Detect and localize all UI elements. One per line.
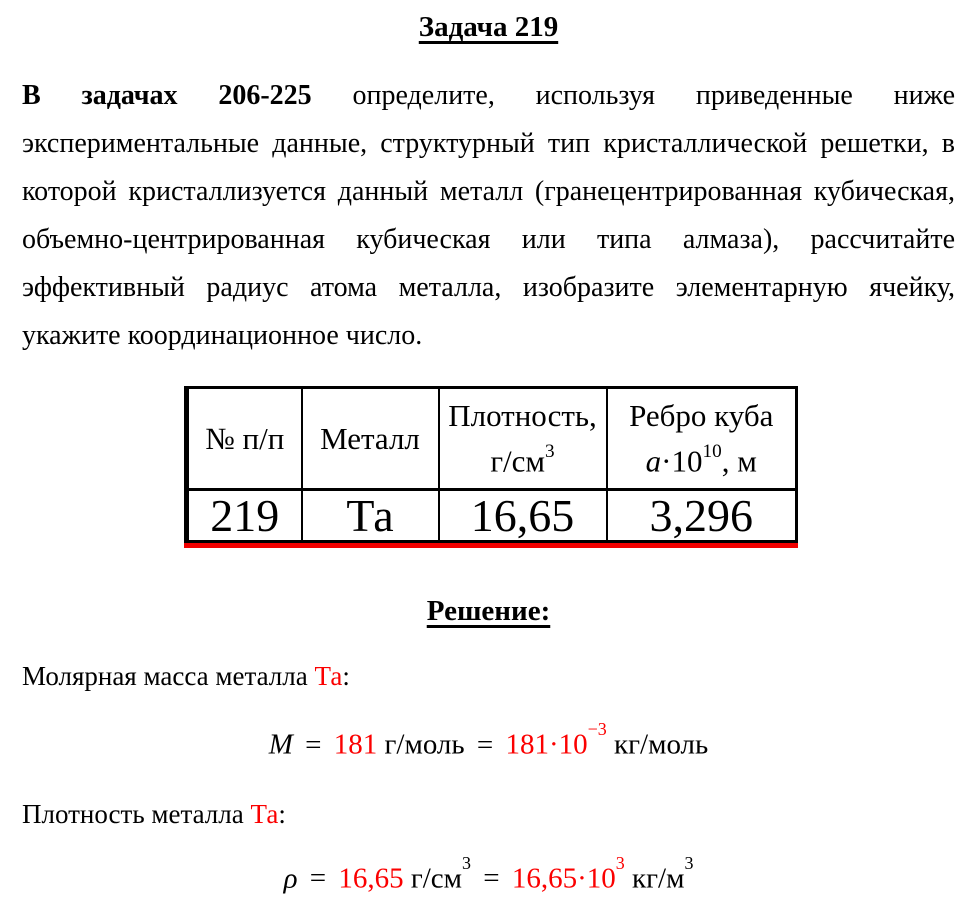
table-header-cube-edge-sup: 10 [702,441,722,463]
table-data-row [187,490,797,542]
table-cell-metal: Та [302,490,439,542]
table-header-number: № п/п [187,388,302,490]
table-cell-number: 219 [187,490,302,542]
problem-statement [22,72,955,360]
table-header-cube-edge [607,388,797,490]
table-header-metal: Металл [302,388,439,490]
molar-formula-unit1: г/моль [384,728,465,761]
density-formula-value1: 16,65 [338,862,404,895]
density-lead [22,797,955,831]
statement-line-5: эффективный радиус атома металла, изобразите элементарную ячейку, [22,272,955,303]
density-formula-unit2-sup: 3 [684,852,694,873]
table-red-underline [184,543,798,548]
statement-line-1-bold: В задачах 206-225 [22,80,312,111]
density-formula-value2-sup: 3 [615,852,625,873]
molar-mass-lead-colon: : [342,661,350,691]
statement-line-4: объемно-центрированная кубическая или типа алмаза), рассчитайте [22,224,955,255]
solution-heading [0,594,977,628]
molar-formula-var: M [268,728,293,761]
molar-formula-unit2: кг/моль [614,728,709,761]
table-cell-cube-edge: 3,296 [607,490,797,542]
density-formula [0,851,977,898]
table-header-cube-edge-line1: Ребро куба [629,398,774,434]
problem-title [0,10,977,44]
table-header-row [187,388,797,490]
problem-title-text: Задача 219 [418,11,559,43]
table-header-cube-edge-var: a [645,443,662,479]
molar-formula-value2: 181·10 [505,728,588,761]
solution-heading-text: Решение: [426,595,551,627]
statement-line-1-rest: определите, используя приведенные ниже [352,80,955,111]
data-table [184,386,798,543]
table-header-density [439,388,607,490]
density-lead-colon: : [278,798,286,829]
table-header-density-unit-sup: 3 [545,441,555,463]
density-lead-text: Плотность металла [22,798,244,829]
density-formula-eq2: = [483,862,500,895]
density-lead-metal: Та [250,798,279,829]
molar-formula-value2-sup: −3 [587,718,607,739]
table-cell-density: 16,65 [439,490,607,542]
molar-formula-eq2: = [476,728,494,761]
table-header-cube-edge-after: , м [721,443,757,479]
statement-line-1 [22,72,955,120]
density-formula-unit1: г/см [410,862,463,895]
molar-mass-lead-text: Молярная масса металла [22,661,308,691]
table-header-cube-edge-mid: ·10 [661,443,703,479]
density-formula-unit2: кг/м [632,862,685,895]
molar-mass-lead-metal: Та [314,661,343,691]
statement-line-6: укажите координационное число. [22,320,423,351]
data-table-inner [184,386,798,548]
table-header-density-line1: Плотность, [448,398,597,434]
table-header-density-unit: г/см [490,443,546,479]
molar-formula-eq1: = [305,728,322,761]
molar-mass-lead [22,659,955,693]
density-formula-value2: 16,65·10 [511,862,616,895]
data-table-block [184,386,977,553]
molar-formula-value1: 181 [333,728,378,761]
statement-line-2: экспериментальные данные, структурный тип кристаллической решетки, в [22,128,955,159]
density-formula-eq1: = [309,862,327,895]
density-formula-var: ρ [283,862,298,895]
statement-line-3: которой кристаллизуется данный металл (гранецентрированная кубическая, [22,176,955,207]
density-formula-unit1-sup: 3 [462,852,472,873]
molar-mass-formula [0,717,977,765]
